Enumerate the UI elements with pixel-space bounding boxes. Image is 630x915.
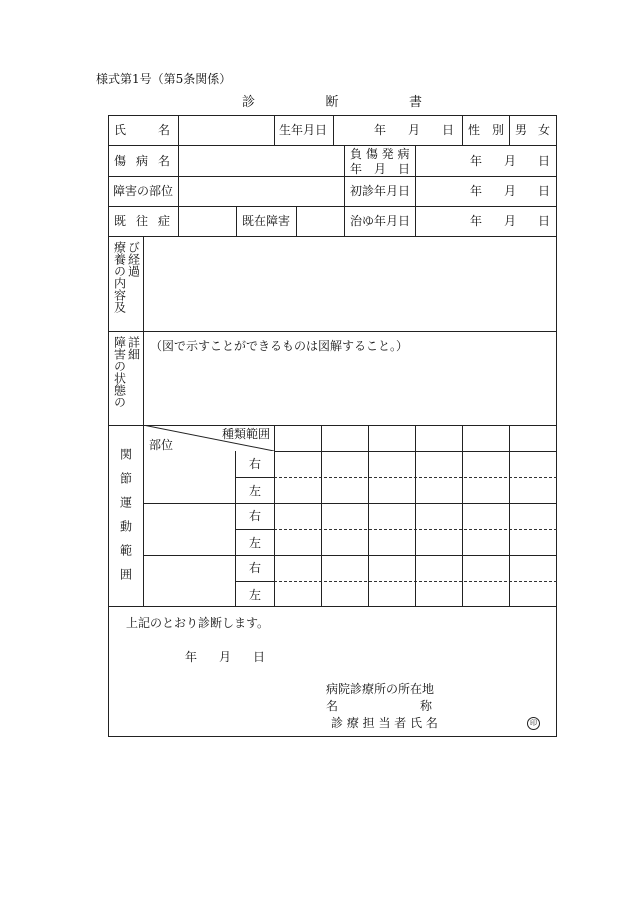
rom-right-3: 右 [249,561,262,575]
detail-label-right [126,336,139,360]
date-part: 年 [185,650,198,664]
sex-options[interactable] [515,124,550,137]
rule [321,425,322,606]
rom-header-type-range: 種類範囲 [222,427,271,441]
first-visit-date[interactable] [470,185,550,198]
sex-label [468,124,504,137]
date-part: 年 [470,184,483,198]
name-field[interactable] [179,116,273,144]
vertical-text: び経過 [126,241,141,277]
date-part: 日 [537,214,550,228]
sex-option-female[interactable]: 女 [537,123,550,137]
label-char: 名 [157,154,170,168]
existing-disability-label: 既在障害 [242,214,291,228]
rule [368,425,369,606]
label-char: 傷 [114,154,127,168]
label-char: 性 [468,123,481,137]
statement: 上記のとおり診断します。 [126,616,270,630]
label-char: 病 [135,154,148,168]
address-label: 病院診療所の所在地 [326,682,435,696]
rule [415,425,416,606]
label-char: 往 [135,214,148,228]
rule [235,477,274,478]
date-part: 年 [374,123,387,137]
label-char: 氏 [114,123,127,137]
rule [108,331,557,332]
rule [274,115,275,145]
title-char: 断 [325,95,339,110]
issue-date[interactable] [185,651,265,664]
date-part: 月 [407,123,420,137]
label-char: 既 [114,214,127,228]
rom-left-2: 左 [249,536,262,550]
rom-left-3: 左 [249,588,262,602]
treatment-label-left [112,241,125,313]
date-part: 日 [252,650,265,664]
site-field[interactable] [179,177,343,205]
onset-date[interactable] [470,155,550,168]
doctor-label: 診 療 担 当 者 氏 名 [331,716,438,730]
rom-left-1: 左 [249,484,262,498]
rom-header-site: 部位 [149,438,174,452]
label-char: 別 [491,123,504,137]
rom-right-2: 右 [249,509,262,523]
vertical-text: 療養の内容及 [112,241,127,313]
label-line: 年 月 日 [350,162,411,177]
rule [235,451,236,606]
title-char: 書 [408,95,422,110]
rule [415,145,416,236]
rule [235,529,274,530]
seal-icon: 印 [527,717,540,730]
cure-date-label: 治ゆ年月日 [350,214,411,228]
vertical-text: 関節運動範囲 [118,448,133,592]
injury-name-field[interactable] [179,146,343,175]
date-part: 月 [503,184,516,198]
sex-option-male[interactable]: 男 [515,123,528,137]
rule [344,145,345,236]
rule [509,115,510,145]
onset-label [350,148,410,176]
rule [509,425,510,606]
dob-label: 生年月日 [279,123,328,137]
rule [274,425,275,606]
treatment-label-right [126,241,139,277]
label-char: 称 [419,699,432,713]
vertical-text: 障害の状態の [112,336,127,408]
rule [333,115,334,145]
facility-name-label [326,700,432,713]
existing-disability-field[interactable] [297,207,343,235]
date-part: 日 [537,154,550,168]
label-char: 名 [326,699,339,713]
rule [235,581,274,582]
title-char: 診 [242,95,256,110]
date-part: 年 [470,214,483,228]
rule [462,425,463,606]
document-title [242,91,422,110]
label-line: 負 傷 発 病 [350,147,410,161]
date-part: 年 [470,154,483,168]
rule [236,206,237,236]
name-label [114,124,170,137]
detail-note: （図で示すことができるものは図解すること。） [150,339,409,353]
first-visit-label: 初診年月日 [350,184,411,198]
label-char: 名 [157,123,170,137]
dob-date[interactable] [374,124,454,137]
rom-right-1: 右 [249,457,262,471]
detail-field[interactable] [144,356,556,424]
vertical-text: 詳細 [126,336,141,360]
history-label [114,215,170,228]
rule [108,606,557,607]
date-part: 月 [218,650,231,664]
site-label: 障害の部位 [113,184,174,198]
date-part: 月 [503,154,516,168]
date-part: 月 [503,214,516,228]
injury-name-label [114,155,170,168]
cure-date[interactable] [470,215,550,228]
rom-site-field-1[interactable] [144,452,234,502]
date-part: 日 [537,184,550,198]
history-field[interactable] [179,207,235,235]
rom-site-field-2[interactable] [144,504,234,554]
rule [462,115,463,145]
date-part: 日 [441,123,454,137]
treatment-field[interactable] [144,237,556,330]
rom-label [118,448,132,592]
label-char: 症 [157,214,170,228]
detail-label-left [112,336,125,408]
form-number: 様式第1号（第5条関係） [96,72,232,86]
rom-site-field-3[interactable] [144,556,234,605]
